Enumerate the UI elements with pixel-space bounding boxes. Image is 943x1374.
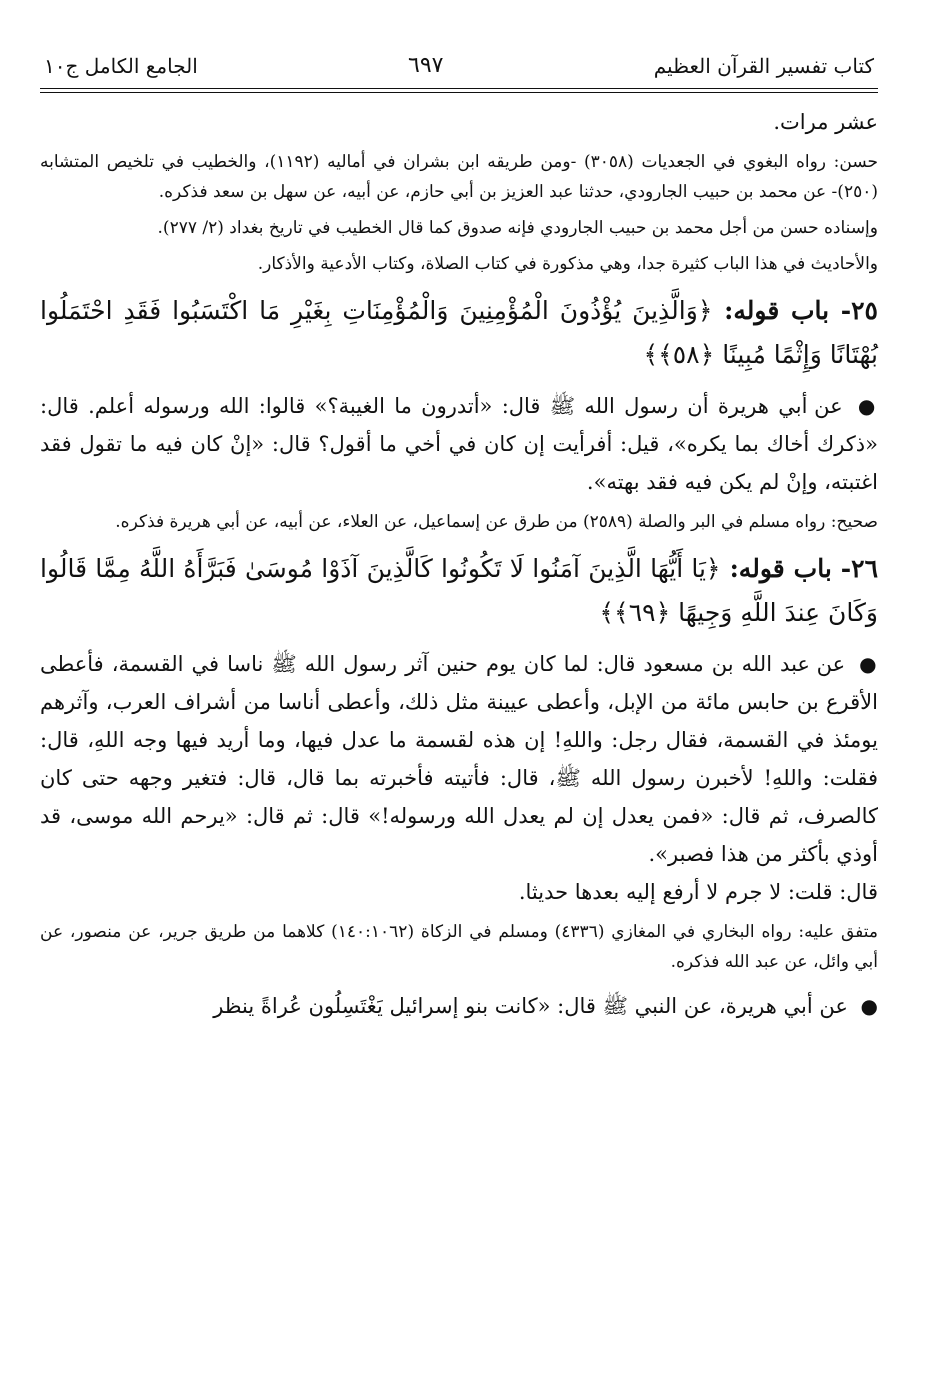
bullet-icon: ●: [860, 994, 878, 1018]
bullet-icon: ●: [859, 652, 878, 676]
paragraph-text: قال: قلت: لا جرم لا أرفع إليه بعدها حديثا.: [518, 880, 878, 904]
note-text: وإسناده حسن من أجل محمد بن حبيب الجارودي فإنه صدوق كما قال الخطيب في تاريخ بغداد (٢/ ٢٧٧).: [157, 218, 878, 238]
hadith-text: عن عبد الله بن مسعود قال: لما كان يوم حنين آثر رسول الله ﷺ ناسا في القسمة، فأعطى الأقرع بن حابس مائة من الإبل، وأعطى عيينة مثل ذلك، وأعطى أناسا من أشراف العرب، وآثرهم يومئذ في القسمة، فقال رجل: واللهِ! إن هذه لقسمة ما عدل فيها، وما أريد فيها وجه اللهِ، قال: فقلت: واللهِ! لأخبرن رسول الله ﷺ، قال: فأتيته فأخبرته بما قال، قال: فتغير وجهه حتى كان كالصرف، ثم قال: «فمن يعدل إن لم يعدل الله ورسوله!» قال: ثم قال: «يرحم الله موسى، قد أوذي بأكثر من هذا فصبر».: [40, 652, 878, 866]
bullet-icon: ●: [857, 394, 878, 418]
quran-verse: ﴿وَالَّذِينَ يُؤْذُونَ الْمُؤْمِنِينَ وَالْمُؤْمِنَاتِ بِغَيْرِ مَا اكْتَسَبُوا فَقَدِ احْتَمَلُوا بُهْتَانًا وَإِثْمًا مُبِينًا ﴿٥٨﴾﴾: [40, 296, 878, 369]
note-text: متفق عليه: رواه البخاري في المغازي (٤٣٣٦) ومسلم في الزكاة (١٤٠:١٠٦٢) كلاهما من طريق جرير، عن منصور، عن أبي وائل، عن عبد الله فذكره.: [40, 922, 878, 972]
text-paragraph: [40, 103, 878, 141]
hadith-grading-note: [40, 249, 878, 279]
hadith-grading-note: [40, 213, 878, 243]
paragraph-text: عشر مرات.: [773, 110, 878, 134]
hadith-text: عن أبي هريرة أن رسول الله ﷺ قال: «أتدرون ما الغيبة؟» قالوا: الله ورسوله أعلم. قال: «ذكرك أخاك بما يكره»، قيل: أفرأيت إن كان في أخي ما أقول؟ قال: «إنْ كان فيه ما تقول فقد اغتبته، وإنْ لم يكن فيه فقد بهته».: [40, 394, 878, 494]
hadith-paragraph: [40, 645, 878, 873]
hadith-grading-note: [40, 917, 878, 977]
hadith-paragraph: [40, 387, 878, 501]
header-rule-secondary: [40, 92, 878, 93]
hadith-grading-note: [40, 147, 878, 207]
chapter-label: ٢٦- باب قوله:: [729, 554, 878, 583]
note-text: حسن: رواه البغوي في الجعديات (٣٠٥٨) -ومن طريقه ابن بشران في أماليه (١١٩٢)، والخطيب في تلخيص المتشابه (٢٥٠)- عن محمد بن حبيب الجارودي، حدثنا عبد العزيز بن أبي حازم، عن أبيه، عن سهل بن سعد فذكره.: [40, 152, 879, 202]
running-header: [40, 52, 878, 86]
document-page: [40, 52, 878, 1025]
book-title: كتاب تفسير القرآن العظيم: [653, 54, 874, 78]
note-text: والأحاديث في هذا الباب كثيرة جدا، وهي مذكورة في كتاب الصلاة، وكتاب الأدعية والأذكار.: [257, 254, 878, 274]
hadith-text: عن أبي هريرة، عن النبي ﷺ قال: «كانت بنو إسرائيل يَغْتَسِلُون عُراةً ينظر: [213, 994, 848, 1018]
chapter-label: ٢٥- باب قوله:: [724, 296, 878, 325]
page-content: [40, 103, 878, 1025]
hadith-paragraph: [40, 987, 878, 1025]
hadith-grading-note: [40, 507, 878, 537]
chapter-heading: [40, 289, 878, 377]
quran-verse: ﴿يَا أَيُّهَا الَّذِينَ آمَنُوا لَا تَكُونُوا كَالَّذِينَ آذَوْا مُوسَىٰ فَبَرَّأَهُ اللَّهُ مِمَّا قَالُوا وَكَانَ عِندَ اللَّهِ وَجِيهًا ﴿٦٩﴾﴾: [40, 554, 878, 627]
page-number: ٦٩٧: [408, 53, 444, 78]
text-paragraph: [40, 873, 878, 911]
header-rule: [40, 88, 878, 89]
volume-title: الجامع الكامل ج١٠: [44, 54, 198, 78]
chapter-heading: [40, 547, 878, 635]
note-text: صحيح: رواه مسلم في البر والصلة (٢٥٨٩) من طرق عن إسماعيل، عن العلاء، عن أبيه، عن أبي هريرة فذكره.: [115, 512, 878, 532]
